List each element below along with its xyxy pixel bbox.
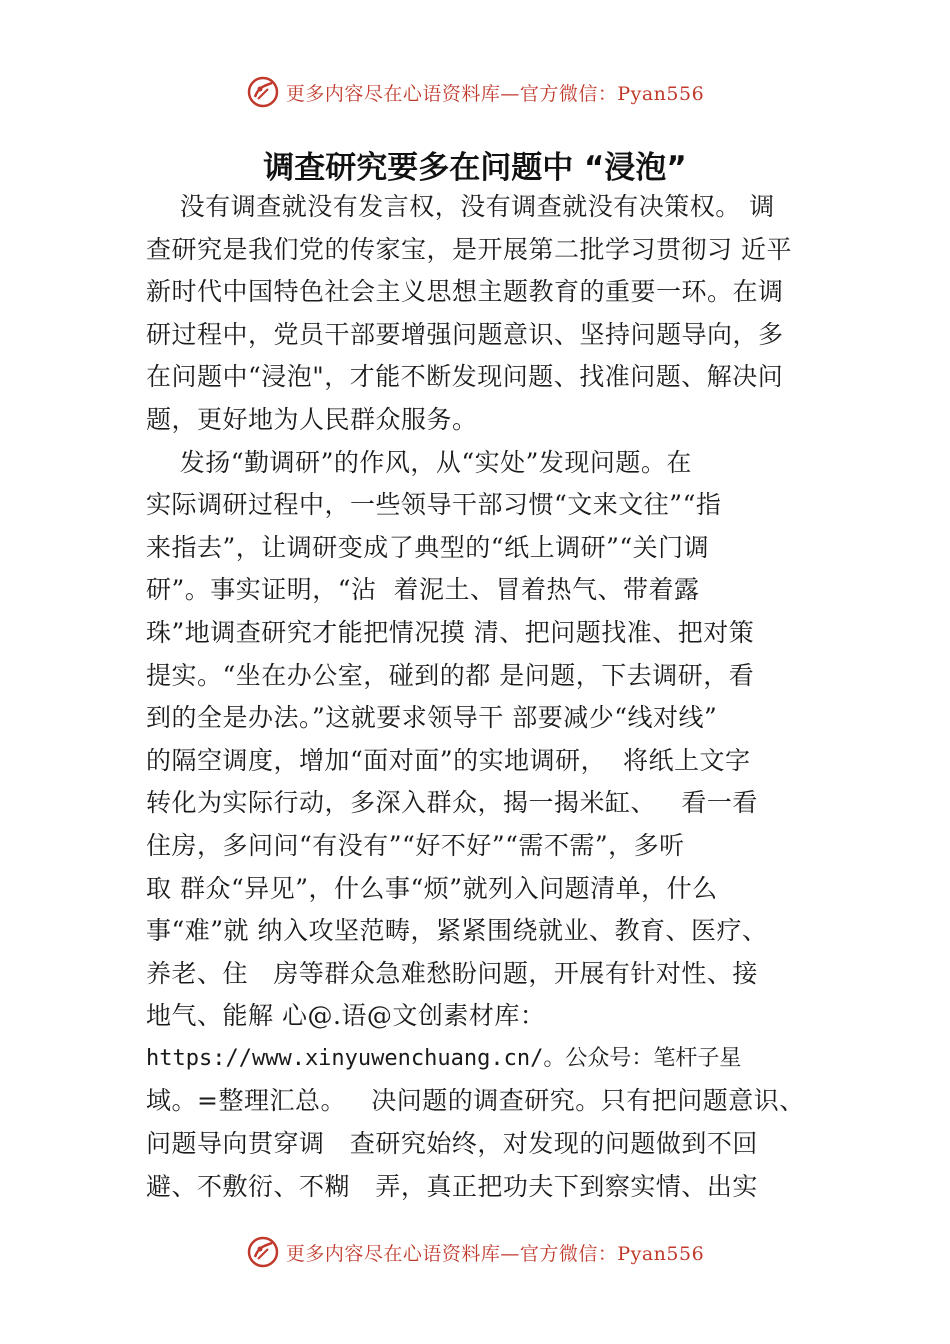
body-line: 没有调查就没有发言权，没有调查就没有决策权。 调 <box>146 192 775 221</box>
document-title: 调查研究要多在问题中 “浸泡” <box>263 150 687 186</box>
body-line: 养老、住 房等群众急难愁盼问题，开展有针对性、接 <box>146 958 758 988</box>
header-wechat-id: Pyan556 <box>617 82 705 105</box>
body-line: 在问题中“浸泡"，才能不断发现问题、找准问题、解决问 <box>146 362 784 392</box>
body-line: 取 群众“异见”，什么事“烦”就列入问题清单，什么 <box>146 873 718 903</box>
body-line: 到的全是办法。”这就要求领导干 部要减少“线对线” <box>146 703 718 733</box>
footer-wechat-id: Pyan556 <box>617 1242 705 1265</box>
body-line: 研过程中，党员干部要增强问题意识、坚持问题导向，多 <box>146 319 784 349</box>
footer-banner-text: 更多内容尽在心语资料库—官方微信：Pyan556 <box>285 1242 705 1265</box>
body-line: 地气、能解 心@.语@文创素材库： <box>146 1001 546 1031</box>
body-line: https://www.xinyuwenchuang.cn/。公众号：笔杆子星 <box>146 1045 742 1071</box>
body-line: 提实。“坐在办公室，碰到的都 是问题，下去调研，看 <box>146 660 755 690</box>
body-line: 事“难”就 纳入攻坚范畴，紧紧围绕就业、教育、医疗、 <box>146 916 768 946</box>
body-line: 来指去”，让调研变成了典型的“纸上调研”“关门调 <box>146 532 710 562</box>
footer-banner <box>0 1234 950 1270</box>
body-line: 避、不敷衍、不糊 弄，真正把功夫下到察实情、出实 <box>146 1171 758 1201</box>
body-line: 新时代中国特色社会主义思想主题教育的重要一环。在调 <box>146 277 784 307</box>
body-line: 题，更好地为人民群众服务。 <box>146 404 478 434</box>
body-line: 实际调研过程中，一些领导干部习惯“文来文往”“指 <box>146 490 722 520</box>
xinyu-logo-icon <box>246 1235 280 1269</box>
body-line: 转化为实际行动，多深入群众，揭一揭米缸、 看一看 <box>146 788 758 818</box>
body-line: 的隔空调度，增加“面对面”的实地调研， 将纸上文字 <box>146 745 751 775</box>
xinyu-logo-icon <box>246 75 280 109</box>
body-line: 发扬“勤调研”的作风，从“实处”发现问题。在 <box>146 447 692 477</box>
body-line: 珠”地调查研究才能把情况摸 清、把问题找准、把对策 <box>146 617 755 647</box>
body-line: 查研究是我们党的传家宝，是开展第二批学习贯彻习 近平 <box>146 234 792 264</box>
body-line: 住房，多问问“有没有”“好不好”“需不需”，多听 <box>146 830 685 860</box>
body-line: 研”。事实证明，“沾 着泥土、冒着热气、带着露 <box>146 575 700 605</box>
header-banner <box>0 74 950 110</box>
header-banner-text: 更多内容尽在心语资料库—官方微信：Pyan556 <box>285 82 705 105</box>
document-body <box>146 186 846 1208</box>
body-line: 域。=整理汇总。 决问题的调查研究。只有把问题意识、 <box>146 1086 805 1116</box>
body-line: 问题导向贯穿调 查研究始终，对发现的问题做到不回 <box>146 1129 758 1159</box>
